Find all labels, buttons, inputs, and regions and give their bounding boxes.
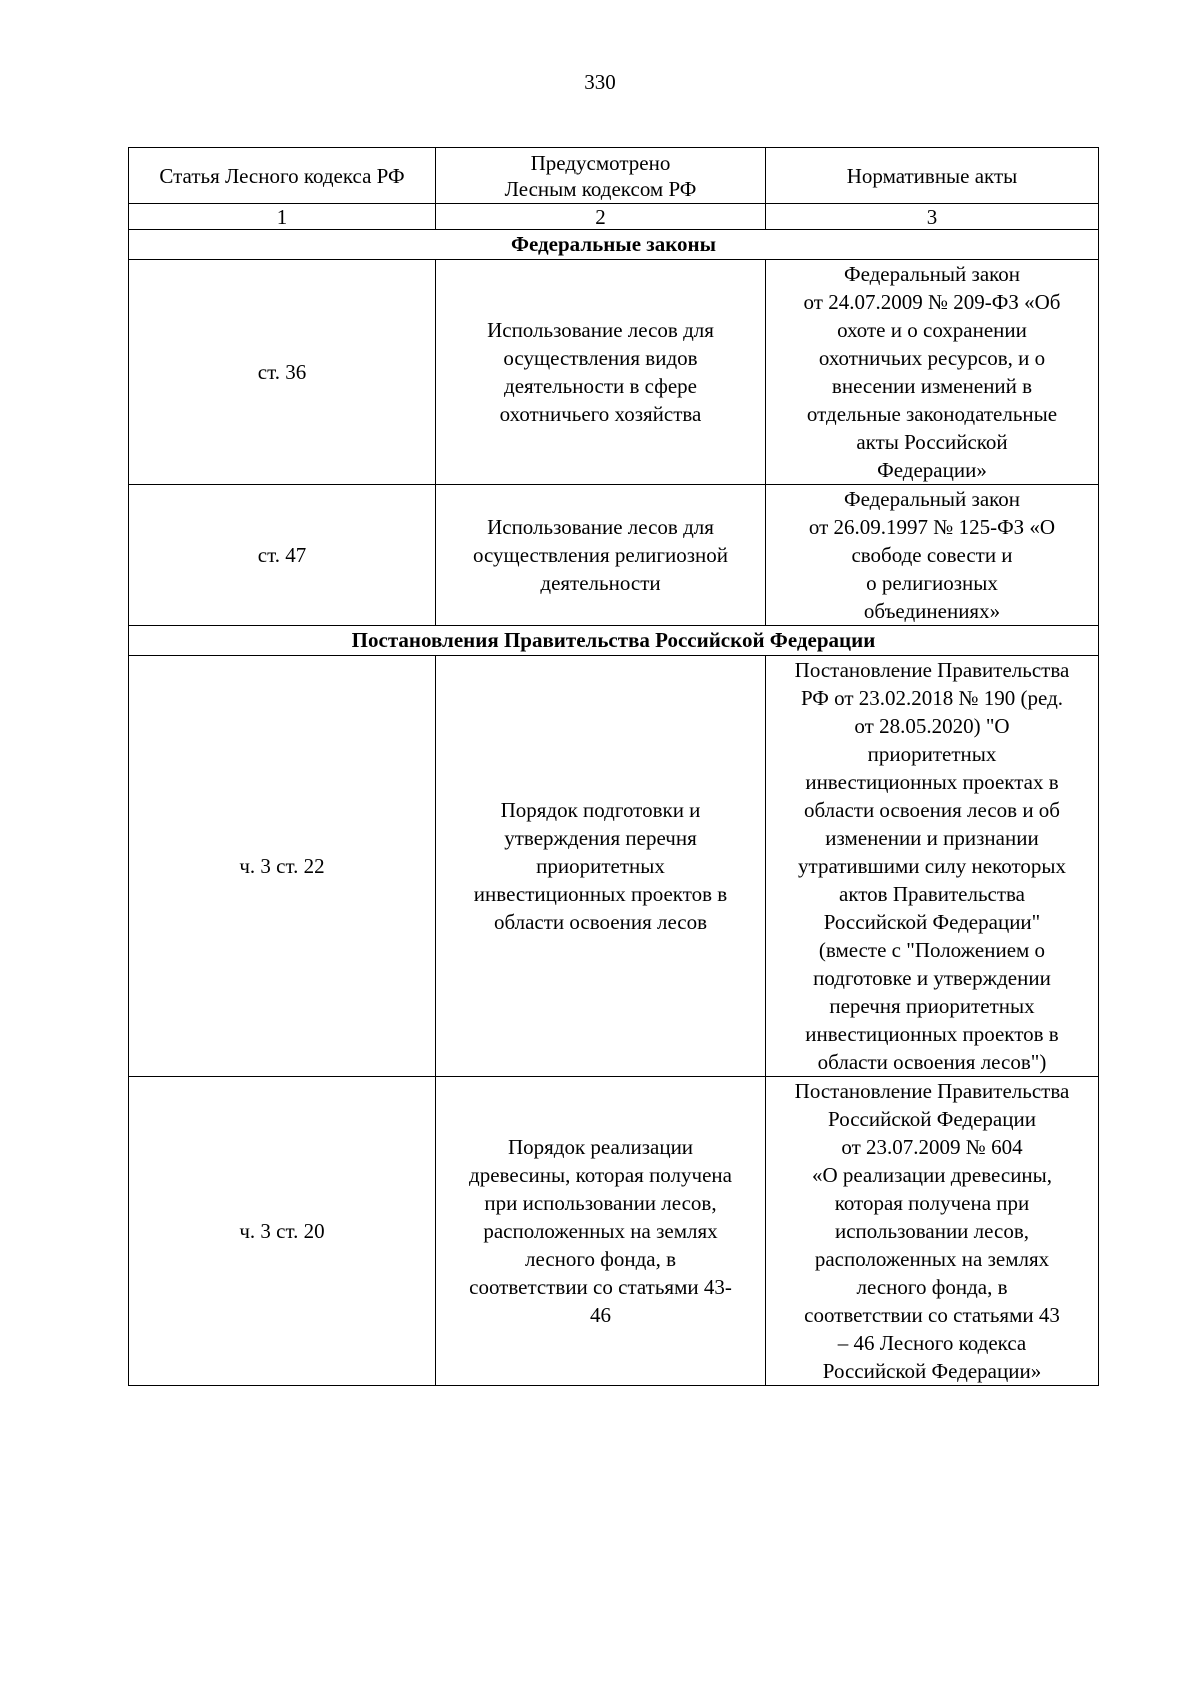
provision-cell [436, 485, 766, 626]
legal-acts-table [128, 147, 1099, 1386]
provision-line: осуществления религиозной [472, 543, 729, 567]
act-line: Российской Федерации» [822, 1359, 1042, 1383]
table-row [129, 260, 1099, 485]
column-number: 1 [129, 204, 436, 230]
act-line: охотничьих ресурсов, и о [818, 346, 1046, 370]
act-line: от 23.07.2009 № 604 [841, 1135, 1023, 1159]
provision-line: древесины, которая получена [469, 1163, 732, 1187]
act-cell [766, 260, 1099, 485]
section-header-row [129, 230, 1099, 260]
act-line: – 46 Лесного кодекса [837, 1331, 1027, 1355]
act-line: изменении и признании [825, 826, 1039, 850]
act-line: соответствии со статьями 43 [804, 1303, 1060, 1327]
act-cell [766, 656, 1099, 1077]
act-cell [766, 1077, 1099, 1386]
header-acts: Нормативные акты [766, 148, 1099, 204]
article-cell: ч. 3 ст. 20 [129, 1077, 436, 1386]
provision-line: при использовании лесов, [484, 1191, 717, 1215]
act-line: РФ от 23.02.2018 № 190 (ред. [800, 686, 1064, 710]
provision-line: деятельности [540, 571, 661, 595]
provision-line: 46 [590, 1303, 611, 1327]
provision-line: инвестиционных проектов в [473, 882, 728, 906]
header-provision-line: Лесным кодексом РФ [504, 176, 697, 201]
table-row [129, 1077, 1099, 1386]
act-line: использовании лесов, [835, 1219, 1029, 1243]
act-line: инвестиционных проектов в [805, 1022, 1059, 1046]
act-line: области освоения лесов") [817, 1050, 1047, 1074]
act-line: Федеральный закон [843, 262, 1021, 286]
provision-line: Использование лесов для [487, 318, 714, 342]
act-line: Федеральный закон [843, 487, 1021, 511]
act-line: инвестиционных проектах в [805, 770, 1059, 794]
act-line: от 24.07.2009 № 209-ФЗ «Об [803, 290, 1061, 314]
provision-line: расположенных на землях [483, 1219, 718, 1243]
act-line: акты Российской [856, 430, 1008, 454]
act-line: Федерации» [877, 458, 987, 482]
act-line: Российской Федерации" [823, 910, 1041, 934]
act-line: приоритетных [867, 742, 997, 766]
act-line: Российской Федерации [828, 1107, 1036, 1131]
provision-line: Использование лесов для [487, 515, 714, 539]
act-line: от 28.05.2020) "О [854, 714, 1010, 738]
header-article: Статья Лесного кодекса РФ [129, 148, 436, 204]
act-line: (вместе с "Положением о [818, 938, 1046, 962]
column-number: 2 [436, 204, 766, 230]
header-row [129, 148, 1099, 204]
article-cell: ч. 3 ст. 22 [129, 656, 436, 1077]
act-line: охоте и о сохранении [837, 318, 1027, 342]
section-header-row [129, 626, 1099, 656]
article-cell: ст. 36 [129, 260, 436, 485]
act-line: Постановление Правительства [794, 1079, 1070, 1103]
act-line: актов Правительства [839, 882, 1025, 906]
header-provision-line: Предусмотрено [530, 150, 671, 175]
header-provision [436, 148, 766, 204]
page-number: 330 [584, 70, 616, 94]
provision-line: охотничьего хозяйства [499, 402, 702, 426]
act-line: Постановление Правительства [794, 658, 1070, 682]
act-line: «О реализации древесины, [811, 1163, 1053, 1187]
act-line: лесного фонда, в [856, 1275, 1008, 1299]
provision-line: приоритетных [536, 854, 665, 878]
column-numbers-row [129, 204, 1099, 230]
act-line: отдельные законодательные [806, 402, 1058, 426]
article-cell: ст. 47 [129, 485, 436, 626]
act-line: области освоения лесов и об [803, 798, 1060, 822]
act-line: утратившими силу некоторых [798, 854, 1066, 878]
provision-line: утверждения перечня [504, 826, 697, 850]
section-title: Постановления Правительства Российской Федерации [129, 626, 1099, 656]
act-cell [766, 485, 1099, 626]
provision-line: осуществления видов [503, 346, 698, 370]
act-line: внесении изменений в [831, 374, 1033, 398]
column-number: 3 [766, 204, 1099, 230]
provision-line: лесного фонда, в [525, 1247, 676, 1271]
act-line: подготовке и утверждении [813, 966, 1051, 990]
provision-line: Порядок подготовки и [500, 798, 701, 822]
provision-cell [436, 656, 766, 1077]
act-line: расположенных на землях [814, 1247, 1050, 1271]
provision-line: деятельности в сфере [504, 374, 697, 398]
provision-line: соответствии со статьями 43- [469, 1275, 732, 1299]
provision-line: Порядок реализации [507, 1135, 694, 1159]
act-line: от 26.09.1997 № 125-ФЗ «О [808, 515, 1056, 539]
act-line: которая получена при [834, 1191, 1030, 1215]
table-row [129, 485, 1099, 626]
provision-cell [436, 1077, 766, 1386]
provision-cell [436, 260, 766, 485]
table-row [129, 656, 1099, 1077]
section-title: Федеральные законы [129, 230, 1099, 260]
act-line: перечня приоритетных [829, 994, 1035, 1018]
act-line: объединениях» [863, 599, 1001, 623]
act-line: о религиозных [866, 571, 998, 595]
provision-line: области освоения лесов [493, 910, 708, 934]
act-line: свободе совести и [851, 543, 1013, 567]
